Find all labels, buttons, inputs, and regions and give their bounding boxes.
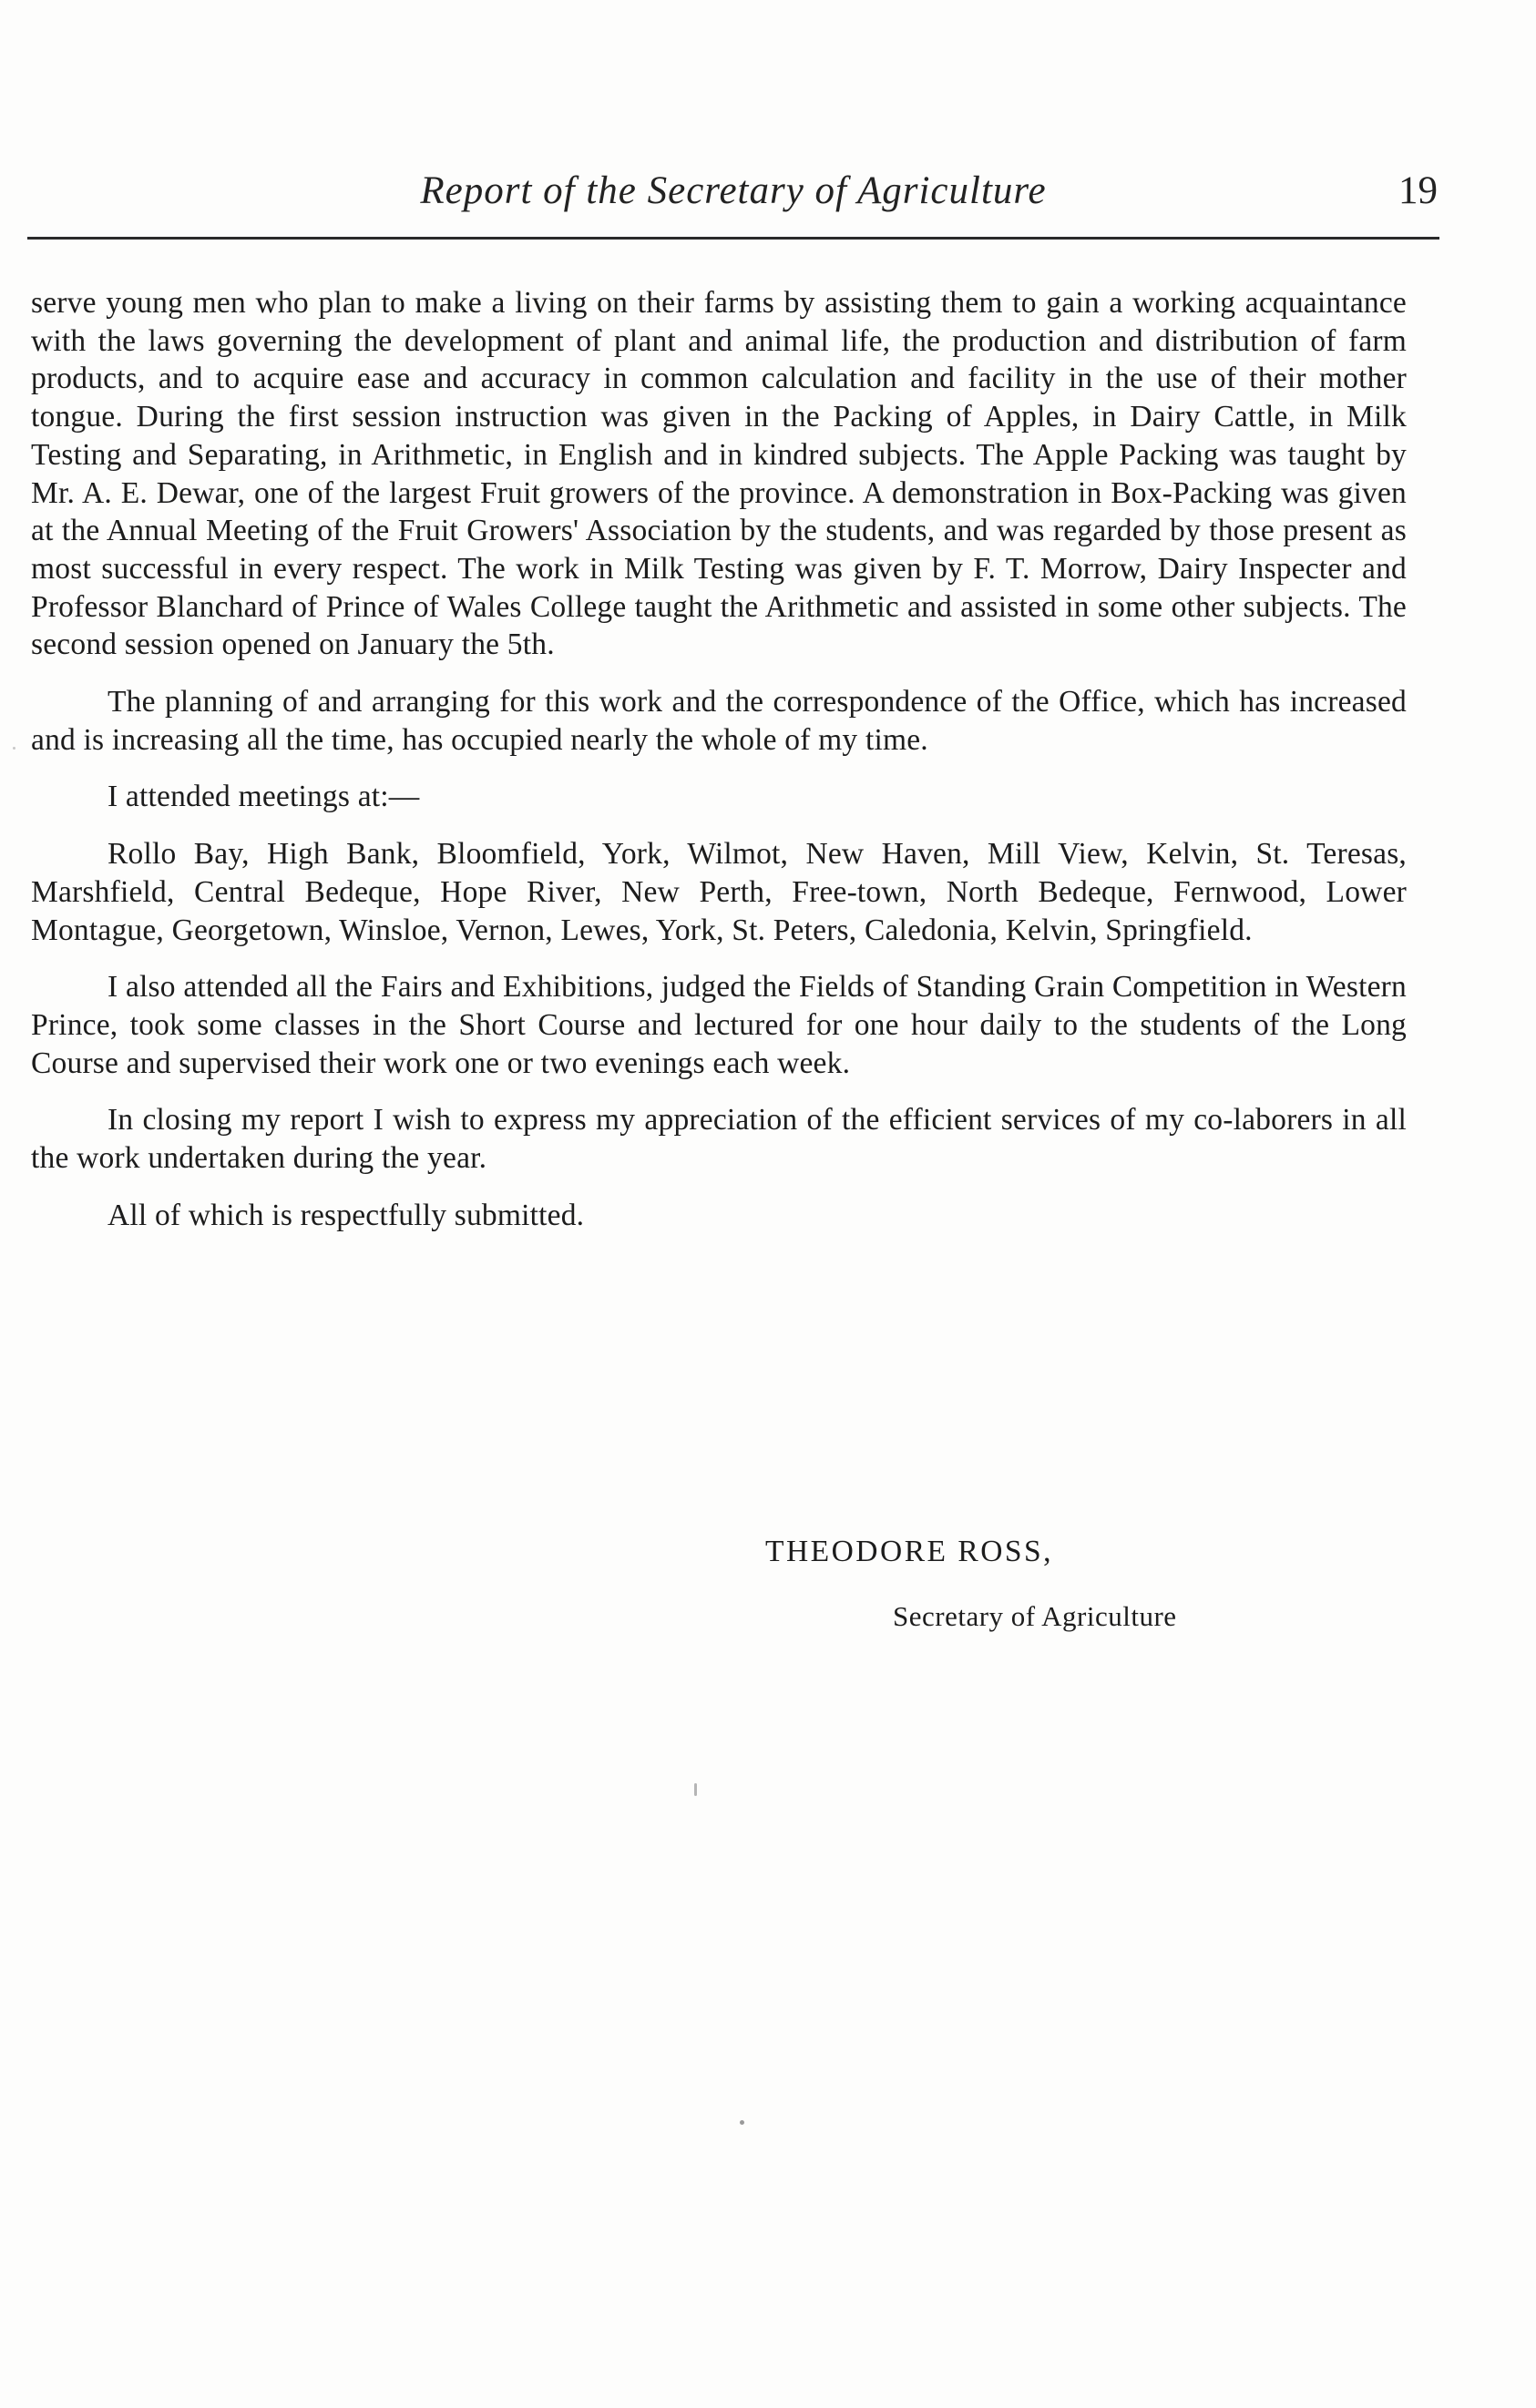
paragraph-closing: In closing my report I wish to express my appreciation of the efficient services of my co-laborers in all the work undertaken during the year. — [31, 1103, 1407, 1176]
paper-speck — [13, 747, 15, 750]
running-header — [29, 168, 1438, 223]
paragraph-submitted: All of which is respectfully submitted. — [108, 1198, 585, 1232]
signature-title: Secretary of Agriculture — [893, 1600, 1177, 1632]
paragraph-meetings-intro: I attended meetings at:— — [108, 780, 420, 814]
paragraph-fairs: I also attended all the Fairs and Exhibitions, judged the Fields of Standing Grain Competition in Western Prince, took some classes in the Short Course and lectured for one hour daily to the students of the Long Course and supervised their work one or two evenings each week. — [31, 970, 1407, 1080]
running-title: Report of the Secretary of Agriculture — [420, 169, 1047, 212]
header-rule — [27, 237, 1439, 240]
paper-speck — [740, 2120, 744, 2125]
paragraph-planning: The planning of and arranging for this work and the correspondence of the Office, which has increased and is increasing all the time, has occupied nearly the whole of my time. — [31, 685, 1407, 757]
paragraph-meeting-places: Rollo Bay, High Bank, Bloomfield, York, Wilmot, New Haven, Mill View, Kelvin, St. Teresas, Marshfield, Central Bedeque, Hope River, New Perth, Free-town, North Bedeque, Fernwood, Lower Montague, Georgetown, Winsloe, Vernon, Lewes, York, St. Peters, Caledonia, Kelvin, Springfield. — [31, 837, 1407, 947]
signature-name: THEODORE ROSS, — [765, 1535, 1054, 1568]
paper-speck — [694, 1783, 697, 1796]
paragraph-continuation: serve young men who plan to make a living on their farms by assisting them to gain a working acquaintance with the laws governing the development of plant and animal life, the production and distribution of farm products, and to acquire ease and accuracy in common calculation and facility in the use of their mother tongue. During the first session instruction was given in the Packing of Apples, in Dairy Cattle, in Milk Testing and Separating, in Arithmetic, in English and in kindred subjects. The Apple Packing was taught by Mr. A. E. Dewar, one of the largest Fruit growers of the province. A demonstration in Box-Packing was given at the Annual Meeting of the Fruit Growers' Association by the students, and was regarded by those present as most successful in every respect. The work in Milk Testing was given by F. T. Morrow, Dairy Inspecter and Professor Blanchard of Prince of Wales College taught the Arithmetic and assisted in some other subjects. The second session opened on January the 5th. — [31, 286, 1407, 662]
body-text — [31, 284, 1407, 1253]
page-number: 19 — [1398, 169, 1438, 212]
